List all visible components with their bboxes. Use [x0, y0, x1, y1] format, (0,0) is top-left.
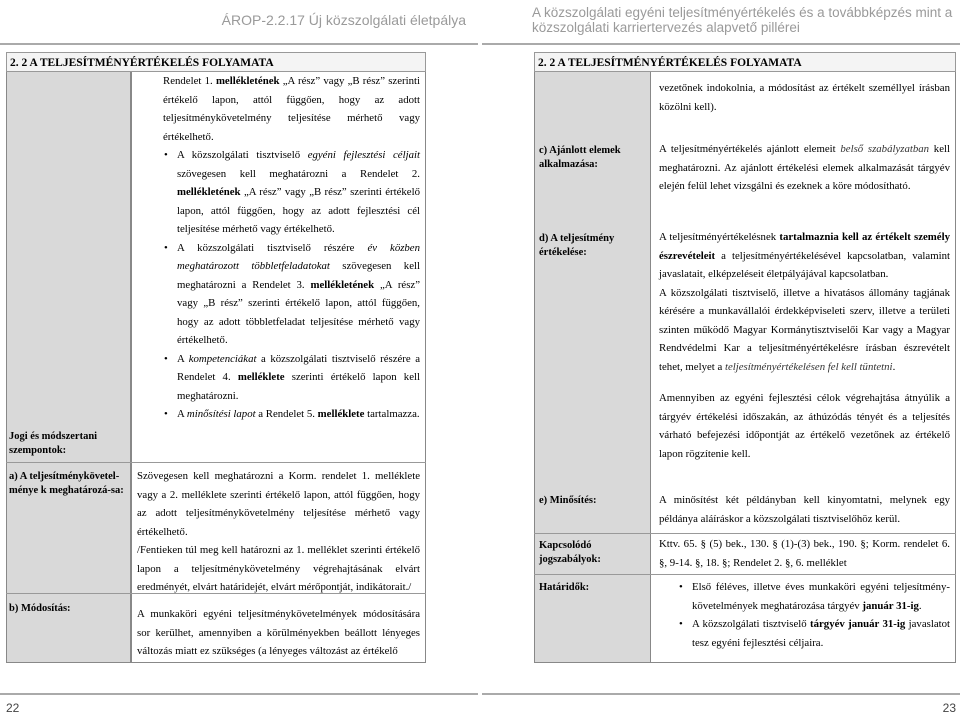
b4-t4: melléklete — [317, 408, 365, 420]
left-main-text — [163, 72, 420, 424]
right-section-title: 2. 2 A TELJESÍTMÉNYÉRTÉKELÉS FOLYAMATA — [534, 52, 956, 72]
intro-paragraph — [163, 72, 420, 146]
b-text: A munkaköri egyéni teljesítménykövetelmények módosítására sor kerülhet, amennyiben a körülményekben beállott lényeges változás miatt ez szükséges (a lényeges változást az értékelő — [137, 608, 420, 657]
b1-t3: szövegesen kell meghatározni a Rendelet 2. — [177, 167, 420, 180]
b3-t2: kompetenciákat — [188, 352, 257, 365]
b4-t5: tartalmazza. — [367, 408, 420, 420]
header-right-title — [532, 0, 960, 40]
label-hat: Határidők: — [539, 582, 590, 593]
e-text: A minősítést két példányban kell kinyomtatni, melynek egy példánya aláíráskor a közszolgálati tisztviselőhöz kerül. — [659, 494, 950, 525]
b1-t2: egyéni fejlesztési céljait — [307, 149, 420, 161]
b3-t3: a közszolgálati tisztviselő részére a Rendelet 4. — [177, 352, 420, 383]
intro-t1: Rendelet 1. — [163, 75, 213, 87]
intro-t2: mellékletének — [215, 75, 280, 87]
a-text-p1: Szövegesen kell meghatározni a Korm. rendelet 1. melléklete vagy a 2. melléklete szerinti értékelő lapon, attól függően, hogy az adott teljesítménykövetelmény teljesítése mérhető vagy értékelhető. — [137, 470, 420, 538]
bullet-4 — [163, 405, 420, 424]
hat2-t1: A közszolgálati tisztviselő — [692, 618, 807, 630]
label-d: d) A teljesítmény értékelése: — [539, 233, 615, 258]
left-right-border — [425, 72, 426, 663]
label-kap: Kapcsolódó jogszabályok: — [539, 540, 601, 565]
right-row-line-1 — [534, 533, 956, 534]
left-bottom-border — [131, 662, 426, 663]
b4-t1: A — [177, 408, 185, 420]
b2-t5: „A rész” vagy „B rész” szerinti értékelő lapon, attól függően, hogy az adott többletfeladat teljesítése mérhető vagy értékelhető. — [177, 278, 421, 346]
hat-bullet-1 — [678, 578, 950, 615]
header-right-line1: A közszolgálati egyéni teljesítményértékelés és a továbbképzés mint a — [532, 5, 953, 20]
b1-t5: „A rész” vagy „B rész” szerinti értékelő lapon, attól függően, hogy az adott fejlesztési cél teljesítése mérhető vagy értékelhető. — [177, 186, 420, 235]
intro-t3: „A rész” vagy „B rész” szerinti értékelő lapon, attól függően, hogy az adott teljesítménykövetelmény teljesítése mérhető vagy értékelhető. — [163, 75, 420, 143]
label-jogi: Jogi és módszertani szempontok: — [9, 431, 98, 456]
label-c: c) Ajánlott elemek alkalmazása: — [539, 145, 621, 170]
left-row-line-main-2 — [131, 593, 426, 594]
right-bottom-border — [651, 662, 956, 663]
footer-rule-right — [482, 693, 960, 695]
label-e: e) Minősítés: — [539, 495, 597, 506]
hat2-t2: tárgyév január 31-ig — [810, 618, 906, 630]
b3-t4: melléklete — [237, 371, 285, 383]
header-left-title — [0, 0, 480, 40]
label-b: b) Módosítás: — [9, 603, 71, 614]
d-p2a: A közszolgálati tisztviselő, illetve a hivatásos állomány tagjának kérésére a munkavállalói érdekképviseleti szerv, illetve a területi szinten működő Magyar Kormánytisztviselői Kar vagy a Magyar Rendvédelmi Kar a teljesítményértékelésre írásban észrevételt tehet, melyet a — [659, 286, 950, 373]
page-number-right: 23 — [942, 701, 956, 715]
d-t1: A teljesítményértékelésnek — [659, 231, 777, 243]
b4-t2: minősítési lapot — [186, 408, 256, 420]
bullet-1 — [163, 146, 420, 239]
d-t3: a teljesítményértékelésével kapcsolatban, valamint javaslatait, elképzeléseit életpályájával kapcsolatban. — [659, 249, 950, 280]
hat1-t1: Első féléves, illetve éves munkaköri egyéni teljesítmény-követelmények meghatározása tárgyév — [692, 581, 950, 612]
d-p2c: . — [892, 360, 896, 373]
hat2-t3: javaslatot tesz egyéni fejlesztési céljaira. — [692, 618, 951, 649]
hat-bullet-2 — [678, 615, 950, 652]
b2-t2: év közben meghatározott többletfeladatokat — [177, 241, 421, 272]
header-rule-left — [0, 43, 478, 45]
c-t2: belső szabályzatban — [840, 143, 930, 155]
a-text — [137, 467, 420, 597]
right-row-line-2 — [534, 574, 956, 575]
left-row-line-main-1 — [131, 462, 426, 463]
left-page — [6, 52, 426, 664]
cont-text: vezetőnek indokolnia, a módosítást az értékelt személlyel írásban közölni kell). — [659, 82, 950, 113]
hat1-t3: . — [918, 599, 922, 612]
d-t2: tartalmaznia kell az értékelt személy észrevételeit — [659, 231, 950, 262]
hat1-t2: január 31-ig — [862, 599, 919, 612]
left-row-line-2 — [6, 593, 131, 594]
b3-t5: szerinti értékelő lapon kell meghatározni. — [177, 371, 421, 402]
page-number-left: 22 — [6, 701, 20, 715]
b2-t4: mellékletének — [310, 278, 375, 291]
left-section-title: 2. 2 A TELJESÍTMÉNYÉRTÉKELÉS FOLYAMATA — [6, 52, 426, 72]
left-label-column — [6, 72, 131, 663]
footer-rule-left — [0, 693, 478, 695]
label-a: a) A teljesítménykövetel-ménye k meghatározá-sa: — [9, 471, 124, 496]
a-text-p2: /Fentieken túl meg kell határozni az 1. melléklet szerinti értékelő lapon a teljesítménykövetelmény végrehajtásának elvárt eredményét, elvárt határidejét, elvárt mérőpontját, indikátorait./ — [137, 544, 420, 593]
c-text — [659, 140, 950, 196]
left-row-line-1 — [6, 462, 131, 463]
b1-t4: mellékletének — [177, 186, 241, 198]
b1-t1: A közszolgálati tisztviselő — [177, 149, 301, 161]
right-page — [534, 52, 956, 664]
kap-text: Kttv. 65. § (5) bek., 130. § (1)-(3) bek., 190. §; Korm. rendelet 6. §, 9-14. §, 18. §; Rendelet 2. §, 6. melléklet — [659, 538, 950, 569]
header-left-text: ÁROP-2.2.17 Új közszolgálati életpálya — [221, 12, 466, 28]
c-t3: kell meghatározni. Az ajánlott értékelési elemek alkalmazását tárgyév elején felül lehet vizsgálni és ezeknek a köre módosítható. — [659, 143, 950, 192]
b3-t1: A — [177, 352, 185, 365]
b2-t1: A közszolgálati tisztviselő részére — [177, 241, 355, 254]
bullet-3 — [163, 350, 420, 406]
c-t1: A teljesítményértékelés ajánlott elemeit — [659, 143, 836, 155]
header-rule-right — [482, 43, 960, 45]
left-col-divider — [131, 72, 132, 663]
hat-text — [678, 578, 950, 652]
d-p2b: teljesítményértékelésen fel kell tüntetni — [724, 360, 893, 373]
bullet-2 — [163, 239, 420, 350]
d-text — [659, 228, 950, 463]
header-right-line2: közszolgálati karriertervezés alapvető pillérei — [532, 20, 800, 35]
b4-t3: a Rendelet 5. — [258, 408, 315, 420]
b2-t3: szövegesen kell meghatározni a Rendelet 3. — [177, 260, 420, 291]
d-p3: Amennyiben az egyéni fejlesztési célok végrehajtása átnyúlik a tárgyév értékelési időszakán, az áthúzódás tényét és a teljesítés várható befejezési időpontját az értékelő vezetőnek az értékelő lapon rögzítenie kell. — [659, 392, 950, 460]
